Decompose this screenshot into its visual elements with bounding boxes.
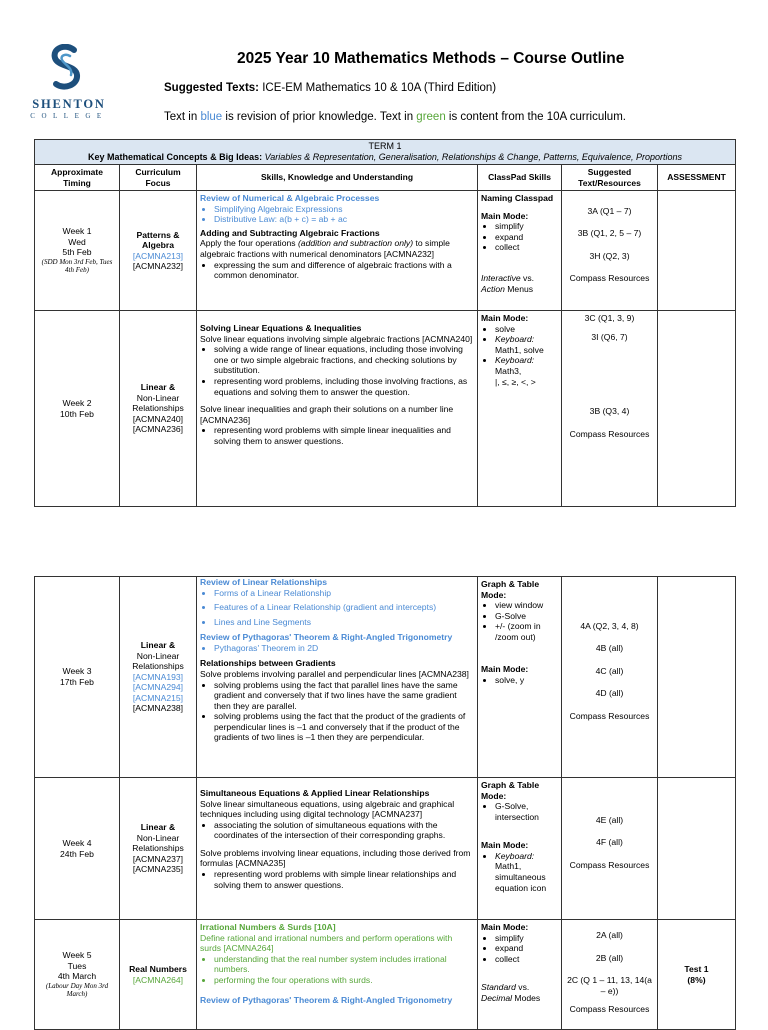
section-title: Simultaneous Equations & Applied Linear Relationships [200,788,430,798]
bullet-list [481,801,558,822]
resource-item: 4B (all) [595,643,624,654]
focus-title: Linear & [140,382,176,393]
focus-line: Non-Linear [136,650,180,661]
focus-title: Linear & [140,640,176,651]
curriculum-code: [ACMNA193] [132,671,184,682]
table-row-week-3 [35,577,736,778]
week-label: Week 1 [62,226,92,237]
bullet-list [481,221,558,253]
text-part: Action [481,283,505,294]
term-header [35,140,736,165]
suggested-texts-label: Suggested Texts: [164,82,259,94]
legend-green: green [416,111,446,123]
classpad-cell [478,577,562,778]
skills-cell [197,577,478,778]
resource-item: 4C (all) [595,665,624,676]
col-header-resources: Suggested Text/Resources [562,165,658,191]
text-part: Standard [481,982,516,993]
list-item [495,334,558,355]
keyboard-label: Keyboard: [495,355,535,366]
resources-cell [562,778,658,920]
classpad-cell [478,778,562,920]
focus-line: Relationships [132,403,184,414]
bullet-list [200,680,474,743]
list-item: • Simplifying Algebraic Expressions [214,204,474,215]
skills-cell [197,191,478,311]
bullet-list [200,588,474,628]
focus-line: Non-Linear [136,392,180,403]
list-item: • solving problems using the fact that the product of the gradients of perpendicular lines is –1 and conversely that if the product of the gradients of two lines is –1 then they are perpendicular. [214,711,474,743]
keyboard-text: Math3, [495,365,522,376]
list-item: • representing word problems with simple linear relationships and solving them to answer questions. [214,869,474,890]
focus-title: Real Numbers [129,963,187,974]
resource-item: 2A (all) [596,930,623,940]
list-item: • expand [495,232,558,243]
section-title: Solving Linear Equations & Inequalities [200,323,362,334]
suggested-texts [164,82,496,94]
legend-text-1: Text in [164,111,201,123]
week-date: 5th Feb [62,247,92,258]
table-row-week-1 [35,191,736,311]
page-title: 2025 Year 10 Mathematics Methods – Course Outline [237,50,625,67]
list-item [495,355,558,387]
week-label: Week 3 [62,666,92,677]
logo-subtitle: COLLEGE [30,112,108,120]
bullet-list [200,425,474,446]
curriculum-code: [ACMNA294] [132,682,184,693]
curriculum-code: [ACMNA215] [132,692,184,703]
list-item: • Forms of a Linear Relationship [214,588,474,599]
course-outline-table-2 [34,576,736,1030]
bullet-list [200,954,474,986]
resource-item: 4D (all) [595,688,624,699]
list-item: • expand [495,943,558,954]
classpad-mode: Main Mode: [481,313,529,324]
resource-item: 4F (all) [596,837,623,848]
week-label: Week 4 [62,837,92,848]
classpad-footer [481,982,558,1003]
section-text: Solve problems involving parallel and perpendicular lines [ACMNA238] [200,668,469,679]
week-day: Tues [67,960,87,971]
section-title: Review of Pythagoras' Theorem & Right-Angled Trigonometry [200,632,453,643]
focus-title: Linear & [140,822,176,833]
keyboard-symbols: |, ≤, ≥, <, > [495,376,536,387]
section-text: Solve linear inequalities and graph their solutions on a number line [ACMNA236] [200,404,454,425]
course-outline-table-1 [34,139,736,507]
classpad-title: Graph & Table Mode: [481,780,540,801]
assessment-cell [658,920,736,1030]
bullet-list [481,600,558,642]
resources-cell [562,577,658,778]
col-header-timing: Approximate Timing [35,165,120,191]
curriculum-code: [ACMNA235] [132,864,184,875]
week-note: (Labour Day Mon 3rd March) [45,981,109,999]
resources-cell [562,311,658,507]
list-item: • collect [495,242,558,253]
legend-text-2: is revision of prior knowledge. Text in [222,111,417,123]
skills-cell [197,311,478,507]
section-title: Adding and Subtracting Algebraic Fractions [200,227,380,238]
curriculum-code: [ACMNA236] [132,424,184,435]
classpad-title: Naming Classpad [481,193,554,204]
list-item: • Lines and Line Segments [214,617,474,628]
assessment-cell [658,778,736,920]
resource-item: 2B (all) [595,952,624,963]
logo-name: SHENTON [32,97,106,111]
classpad-title: Graph & Table Mode: [481,579,540,600]
assessment-title: Test 1 [684,963,709,974]
classpad-mode: Main Mode: [481,922,529,932]
section-text: Solve problems involving linear equations, including those derived from formulas [ACMNA235] [200,847,471,869]
bullet-list [200,820,474,841]
keyboard-text: Math1, simultaneous equation icon [495,861,547,893]
resources-cell [562,191,658,311]
skills-cell [197,920,478,1030]
resource-item: 3B (Q3, 4) [589,406,630,417]
term-header-row [35,140,736,165]
curriculum-code: [ACMNA264] [132,974,184,985]
text-part: Interactive [481,272,521,283]
list-item: • collect [495,954,558,965]
curriculum-code: [ACMNA237] [132,853,184,864]
bullet-list [481,324,558,387]
resource-item: Compass Resources [569,1004,650,1015]
text-part: vs. [515,982,530,993]
classpad-cell [478,311,562,507]
week-note: (SDD Mon 3rd Feb, Tues 4th Feb) [41,257,113,275]
classpad-footer [481,273,558,294]
curriculum-code: [ACMNA238] [132,703,184,714]
classpad-mode: Main Mode: [481,840,529,851]
timing-cell [35,778,120,920]
section-title: Review of Pythagoras' Theorem & Right-Angled Trigonometry [200,995,453,1006]
bullet-list [200,204,474,225]
keyboard-label: Keyboard: [495,850,535,861]
list-item: • associating the solution of simultaneous equations with the coordinates of the intersection of their corresponding graphs. [214,820,474,841]
table-row-week-4 [35,778,736,920]
list-item: • Distributive Law: a(b + c) = ab + ac [214,214,474,225]
legend-text-3: is content from the 10A curriculum. [445,111,626,123]
assessment-cell [658,577,736,778]
table-row-week-2 [35,311,736,507]
focus-cell [120,577,197,778]
timing-cell [35,577,120,778]
list-item: • G-Solve, intersection [495,801,558,822]
focus-line: Relationships [132,843,184,854]
timing-cell [35,311,120,507]
text-part: vs. [520,272,535,283]
concepts-text: Variables & Representation, Generalisation, Relationships & Change, Patterns, Equivalence, Proportions [262,152,682,163]
col-header-focus: Curriculum Focus [120,165,197,191]
resources-cell [562,920,658,1030]
resource-item: 3A (Q1 – 7) [587,205,632,216]
section-text: Solve linear equations involving simple algebraic fractions [ACMNA240] [200,333,473,344]
focus-title: Patterns & Algebra [136,229,180,251]
week-day: Wed [68,236,86,247]
assessment-cell [658,311,736,507]
resource-item: 3I (Q6, 7) [591,331,628,342]
classpad-mode: Main Mode: [481,664,529,675]
focus-cell [120,311,197,507]
section-text: Define rational and irrational numbers and perform operations with surds [ACMNA264] [200,932,453,954]
list-item: • representing word problems with simple linear inequalities and solving them to answer questions. [214,425,474,446]
shenton-logo-icon [48,44,84,90]
list-item: • Features of a Linear Relationship (gradient and intercepts) [214,602,474,613]
assessment-cell [658,191,736,311]
text-part: Apply the four operations [200,238,298,249]
resource-item: 3B (Q1, 2, 5 – 7) [577,228,642,239]
timing-cell [35,920,120,1030]
assessment-weight: (8%) [687,974,706,985]
list-item: • G-Solve [495,611,558,622]
week-label: Week 2 [62,398,92,409]
resource-item: Compass Resources [569,428,650,439]
keyboard-label: Keyboard: [495,334,535,345]
section-text: Solve linear simultaneous equations, using algebraic and graphical techniques including using digital technology [ACMNA237] [200,798,455,820]
column-header-row [35,165,736,191]
curriculum-code: [ACMNA240] [132,413,184,424]
focus-line: Non-Linear [136,832,180,843]
list-item: • solve [495,324,558,335]
list-item: • view window [495,600,558,611]
list-item: • Pythagoras' Theorem in 2D [214,643,474,654]
classpad-mode: Main Mode: [481,210,529,221]
focus-cell [120,191,197,311]
text-part: to simple algebraic fractions with numerical denominators [ACMNA232] [200,238,450,259]
section-text [200,238,474,259]
list-item [495,851,558,893]
resource-item: 3C (Q1, 3, 9) [584,313,635,324]
section-title: Relationships between Gradients [200,658,336,669]
list-item: • solve, y [495,675,558,686]
resource-item: 3H (Q2, 3) [589,250,630,261]
week-date: 17th Feb [60,677,94,687]
color-legend [164,111,626,123]
text-part: (addition and subtraction only) [297,238,414,249]
focus-cell [120,920,197,1030]
timing-cell [35,191,120,311]
classpad-cell [478,191,562,311]
col-header-skills: Skills, Knowledge and Understanding [197,165,478,191]
week-date: 4th March [57,971,97,982]
resource-item: Compass Resources [569,273,650,284]
bullet-list [200,643,474,654]
text-part: Menus [504,283,534,294]
section-title: Irrational Numbers & Surds [10A] [200,922,336,932]
list-item: • understanding that the real number system includes irrational numbers. [214,954,474,975]
bullet-list [200,344,474,397]
list-item: • performing the four operations with surds. [214,975,474,986]
bullet-list [481,851,558,893]
text-part: Modes [512,992,541,1003]
skills-cell [197,778,478,920]
suggested-texts-value: ICE-EM Mathematics 10 & 10A (Third Edition) [259,82,497,94]
bullet-list [481,675,558,686]
list-item: • simplify [495,933,558,944]
classpad-cell [478,920,562,1030]
list-item: • +/- (zoom in /zoom out) [495,621,558,642]
list-item: • solving a wide range of linear equations, including those involving one or two simple algebraic fractions, and checking solutions by substitution. [214,344,474,376]
section-title: Review of Numerical & Algebraic Processes [200,193,380,204]
legend-blue: blue [200,111,223,123]
resource-item: 4E (all) [595,814,624,825]
bullet-list [200,869,474,890]
week-date: 24th Feb [60,848,94,859]
bullet-list [200,260,474,281]
text-part: Decimal [481,992,513,1003]
focus-line: Relationships [132,661,184,672]
keyboard-text: Math1, solve [495,344,544,355]
week-date: 10th Feb [60,408,94,419]
curriculum-code: [ACMNA232] [132,261,184,272]
table-row-week-5 [35,920,736,1030]
resource-item: 4A (Q2, 3, 4, 8) [580,620,639,631]
resource-item: 2C (Q 1 – 11, 13, 14(a – e)) [567,975,652,996]
term-concepts [38,152,732,163]
week-label: Week 5 [62,950,92,961]
curriculum-code: [ACMNA213] [132,250,184,261]
col-header-assessment: ASSESSMENT [658,165,736,191]
col-header-classpad: ClassPad Skills [478,165,562,191]
concepts-label: Key Mathematical Concepts & Big Ideas: [88,152,263,163]
resource-item: Compass Resources [569,710,650,721]
bullet-list [481,933,558,965]
list-item: • representing word problems, including those involving fractions, as equations and solving them to answer the question. [214,376,474,397]
list-item: • solving problems using the fact that parallel lines have the same gradient and conversely that if two lines have the same gradient then they are parallel. [214,680,474,712]
focus-cell [120,778,197,920]
resource-item: Compass Resources [569,859,650,870]
section-title: Review of Linear Relationships [200,577,328,587]
list-item: • simplify [495,221,558,232]
list-item: • expressing the sum and difference of algebraic fractions with a common denominator. [214,260,474,281]
term-label: TERM 1 [368,141,402,151]
